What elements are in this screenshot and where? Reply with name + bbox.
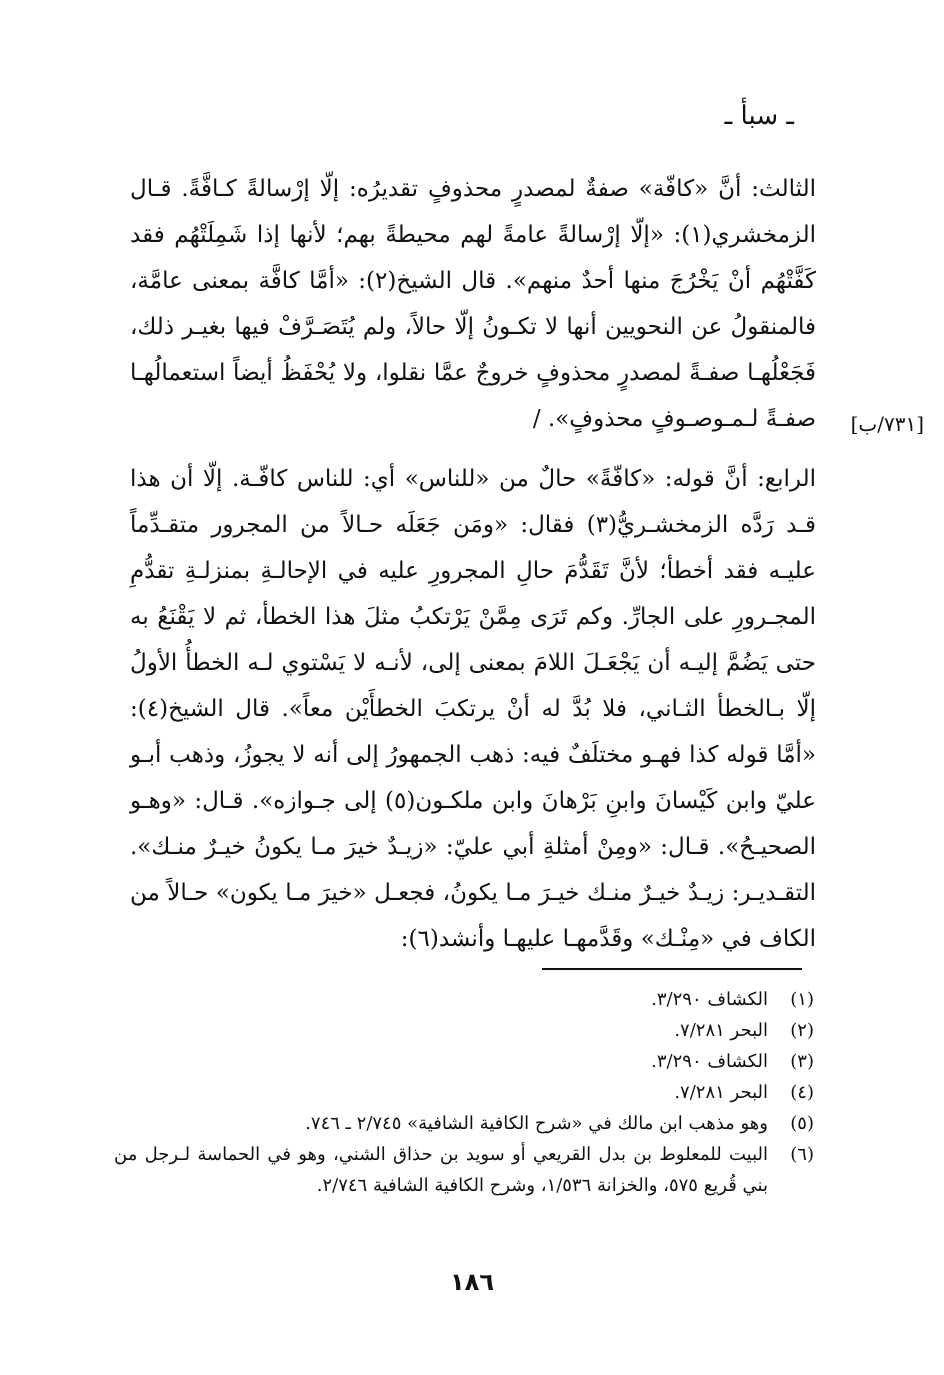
footnote-number: (٤) <box>790 1082 814 1103</box>
manuscript-folio-marker: [٧٣١/ب] <box>850 412 924 436</box>
page-number: ١٨٦ <box>450 1268 494 1296</box>
footnotes <box>114 984 814 1201</box>
footnote-number: (٣) <box>790 1051 814 1072</box>
footnote-number: (٢) <box>790 1020 814 1041</box>
running-title: ـ سبأ ـ <box>724 101 794 131</box>
footnote <box>114 1108 814 1139</box>
footnote-text: الكشاف ٣/٢٩٠. <box>651 1051 768 1072</box>
footnote-text: الكشاف ٣/٢٩٠. <box>651 989 768 1010</box>
footnote-text: وهو مذهب ابن مالك في «شرح الكافية الشافية» ٢/٧٤٥ ـ ٧٤٦. <box>305 1113 768 1134</box>
footnote <box>114 1139 814 1201</box>
footnote <box>114 1077 814 1108</box>
footnote-number: (١) <box>790 989 814 1010</box>
footnote-text: البيت للمعلوط بن بدل القريعي أو سويد بن حذاق الشني، وهو في الحماسة لـرجل من بني قُريع ٥٧٥، والخزانة ١/٥٣٦، وشرح الكافية الشافية ٢/٧٤٦. <box>114 1144 768 1196</box>
footnote <box>114 984 814 1015</box>
footnote <box>114 1015 814 1046</box>
footnote-text: البحر ٧/٢٨١. <box>674 1082 768 1103</box>
footnote-number: (٦) <box>790 1144 814 1165</box>
footnote-text: البحر ٧/٢٨١. <box>674 1020 768 1041</box>
main-text <box>130 166 816 962</box>
paragraph-fourth: الرابع: أنَّ قوله: «كافّةً» حالٌ من «للناس» أي: للناس كافّـة. إلّا أن هذا قـد رَدَّه الزمخشـريُّ(٣) فقال: «ومَن جَعَلَه حـالاً من المجرور متقـدِّماً عليـه فقد أخطأ؛ لأنَّ تَقَدُّمَ حالِ المجرورِ عليه في الإحالـةِ بمنزلـةِ تقدُّمِ المجـرورِ على الجارِّ. وكم تَرَى مِمَّنْ يَرْتكبُ مثلَ هذا الخطأ، ثم لا يَقْنَعُ به حتى يَضُمَّ إليـه أن يَجْعَـلَ اللامَ بمعنى إلى، لأنـه لا يَسْتوي لـه الخطأُ الأولُ إلّا بـالخطأ الثـاني، فلا بُدَّ له أنْ يرتكبَ الخطأَيْن معاً». قال الشيخ(٤): «أمَّا قوله كذا فهـو مختلَفٌ فيه: ذهب الجمهورُ إلى أنه لا يجوزُ، وذهب أبـو عليّ وابن كَيْسانَ وابنِ بَرْهانَ وابن ملكـون(٥) إلى جـوازه». قـال: «وهـو الصحيـحُ». قـال: «ومِنْ أمثلةِ أبي عليّ: «زيـدٌ خيرَ مـا يكونُ خيـرٌ منـك». التقـديـر: زيـدٌ خيـرٌ منـك خيـرَ مـا يكونُ، فجعـل «خيرَ مـا يكون» حـالاً من الكاف في «مِنْـك» وقَدَّمهـا عليهـا وأنشد(٦): <box>130 466 817 952</box>
paragraph-third: الثالث: أنَّ «كافّة» صفةٌ لمصدرٍ محذوفٍ تقديرُه: إلّا إرْسالةً كـافَّةً. قـال الزمخشري(١): «إلّا إرْسالةً عامةً لهم محيطةً بهم؛ لأنها إذا شَمِلَتْهُم فقد كَفَّتْهُم أنْ يَخْرُجَ منها أحدٌ منهم». قال الشيخ(٢): «أمَّا كافَّة بمعنى عامَّة، فالمنقولُ عن النحويين أنها لا تكـونُ إلّا حالاً، ولم يُتَصَـرَّفْ فيها بغيـر ذلك، فَجَعْلُهـا صفـةً لمصدرٍ محذوفٍ خروجٌ عمَّا نقلوا، ولا يُحْفَظُ أيضاً استعمالُهـا صفـةً لـمـوصـوفٍ محذوفٍ». / <box>130 176 817 432</box>
footnote <box>114 1046 814 1077</box>
footnote-number: (٥) <box>790 1113 814 1134</box>
footnote-separator <box>542 968 802 970</box>
